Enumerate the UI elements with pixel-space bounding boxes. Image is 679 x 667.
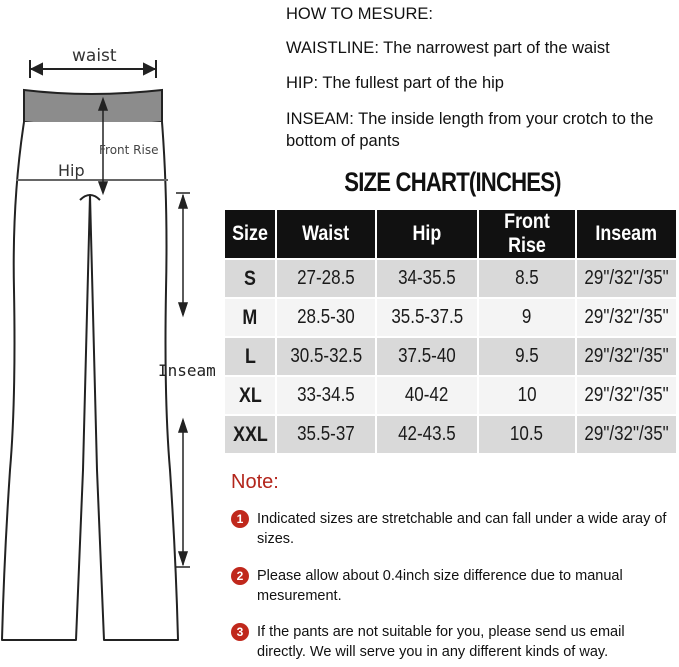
header-hip: Hip [377,210,479,258]
table-row [225,297,676,336]
front-rise-cell: 10.5 [479,414,577,453]
front-rise-cell: 9.5 [479,336,577,375]
inseam-definition: INSEAM: The inside length from your crotch to the bottom of pants [286,110,654,150]
inseam-cell: 29"/32"/35" [577,258,676,297]
note-text: Please allow about 0.4inch size difference due to manual mesurement. [257,568,623,604]
size-cell: XXL [225,414,277,453]
front-rise-label: Front Rise [99,143,159,157]
header-front-rise: Front Rise [479,210,577,258]
waistline-definition: WAISTLINE: The narrowest part of the waist [286,39,610,57]
note-item [231,622,671,662]
pants-illustration [0,0,232,663]
hip-cell: 37.5-40 [377,336,479,375]
size-chart-title: SIZE CHART(INCHES) [344,167,561,197]
number-1-icon: 1 [231,510,249,528]
inseam-cell: 29"/32"/35" [577,414,676,453]
inseam-label: Inseam [158,361,216,380]
waist-cell: 27-28.5 [277,258,377,297]
how-to-measure-title: HOW TO MESURE: [286,5,433,23]
size-cell: XL [225,375,277,414]
note-text: Indicated sizes are stretchable and can fall under a wide aray of sizes. [257,511,667,547]
table-row [225,258,676,297]
inseam-arrow [176,193,190,567]
size-cell: M [225,297,277,336]
table-row [225,375,676,414]
hip-cell: 35.5-37.5 [377,297,479,336]
waist-cell: 28.5-30 [277,297,377,336]
front-rise-cell: 8.5 [479,258,577,297]
size-cell: L [225,336,277,375]
waist-cell: 30.5-32.5 [277,336,377,375]
hip-cell: 40-42 [377,375,479,414]
hip-cell: 34-35.5 [377,258,479,297]
waist-cell: 35.5-37 [277,414,377,453]
table-row [225,414,676,453]
header-waist: Waist [277,210,377,258]
hip-cell: 42-43.5 [377,414,479,453]
number-2-icon: 2 [231,567,249,585]
hip-definition: HIP: The fullest part of the hip [286,74,504,92]
waist-cell: 33-34.5 [277,375,377,414]
size-chart-table [225,210,676,453]
header-size: Size [225,210,277,258]
waist-label: waist [72,46,117,66]
note-title: Note: [231,471,279,493]
inseam-cell: 29"/32"/35" [577,375,676,414]
pants-diagram [0,0,232,663]
note-text: If the pants are not suitable for you, please send us email directly. We will serve you in any different kinds of way. [257,624,625,660]
table-header-row [225,210,676,258]
front-rise-cell: 9 [479,297,577,336]
hip-label: Hip [58,161,85,180]
inseam-cell: 29"/32"/35" [577,336,676,375]
header-inseam: Inseam [577,210,676,258]
size-cell: S [225,258,277,297]
pants-outline [2,122,178,640]
note-item [231,509,671,549]
number-3-icon: 3 [231,623,249,641]
inseam-cell: 29"/32"/35" [577,297,676,336]
table-row [225,336,676,375]
note-item [231,566,671,606]
front-rise-cell: 10 [479,375,577,414]
